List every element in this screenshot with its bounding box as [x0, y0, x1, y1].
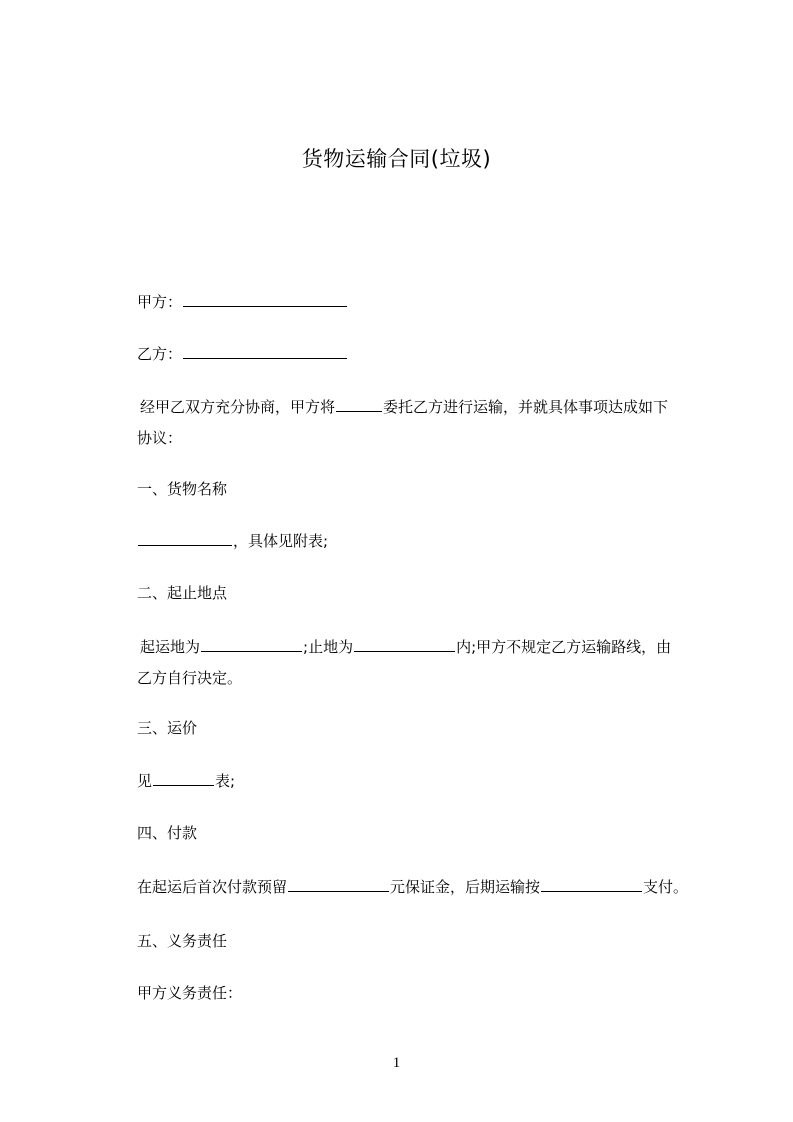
section5-heading: 五、义务责任	[137, 932, 228, 950]
payment-terms-blank	[541, 876, 642, 892]
party-b-blank	[183, 343, 347, 359]
section4-line	[137, 876, 688, 898]
party-b-line	[137, 343, 348, 365]
intro-goods-blank	[336, 396, 382, 412]
party-a-duties-heading: 甲方义务责任：	[137, 984, 243, 1002]
section1-text: ，具体见附表;	[233, 532, 329, 550]
section1-line	[137, 530, 328, 552]
intro-text-3: 协议：	[137, 429, 183, 447]
intro-text-2: 委托乙方进行运输，并就具体事项达成如下	[383, 398, 669, 416]
section3-line	[137, 770, 235, 792]
section3-heading: 三、运价	[137, 719, 198, 737]
goods-name-blank	[138, 530, 232, 546]
section1-heading: 一、货物名称	[137, 480, 228, 498]
section4-text-b: 元保证金，后期运输按	[390, 878, 541, 896]
deposit-blank	[288, 876, 389, 892]
party-a-label: 甲方：	[137, 293, 183, 311]
intro-text-1: 经甲乙双方充分协商，甲方将	[140, 398, 336, 416]
section2-text-a: 起运地为	[140, 638, 201, 656]
section2-text-d: 乙方自行决定。	[137, 669, 243, 687]
document-title: 货物运输合同(垃圾)	[301, 147, 492, 171]
freight-table-blank	[153, 770, 214, 786]
section4-text-a: 在起运后首次付款预留	[137, 878, 288, 896]
party-b-label: 乙方：	[137, 345, 183, 363]
section4-heading: 四、付款	[137, 824, 198, 842]
party-a-line	[137, 291, 348, 313]
section3-text-b: 表;	[215, 772, 236, 790]
section4-text-c: 支付。	[643, 878, 689, 896]
destination-blank	[354, 636, 455, 652]
section2-heading: 二、起止地点	[137, 584, 228, 602]
section2-text-c: 内;甲方不规定乙方运输路线，由	[456, 638, 672, 656]
party-a-blank	[183, 291, 347, 307]
section2-text-b: ;止地为	[303, 638, 354, 656]
intro-paragraph	[137, 392, 707, 454]
section3-text-a: 见	[137, 772, 153, 790]
origin-blank	[201, 636, 302, 652]
page-number: 1	[392, 1055, 401, 1071]
section2-paragraph	[137, 632, 707, 694]
